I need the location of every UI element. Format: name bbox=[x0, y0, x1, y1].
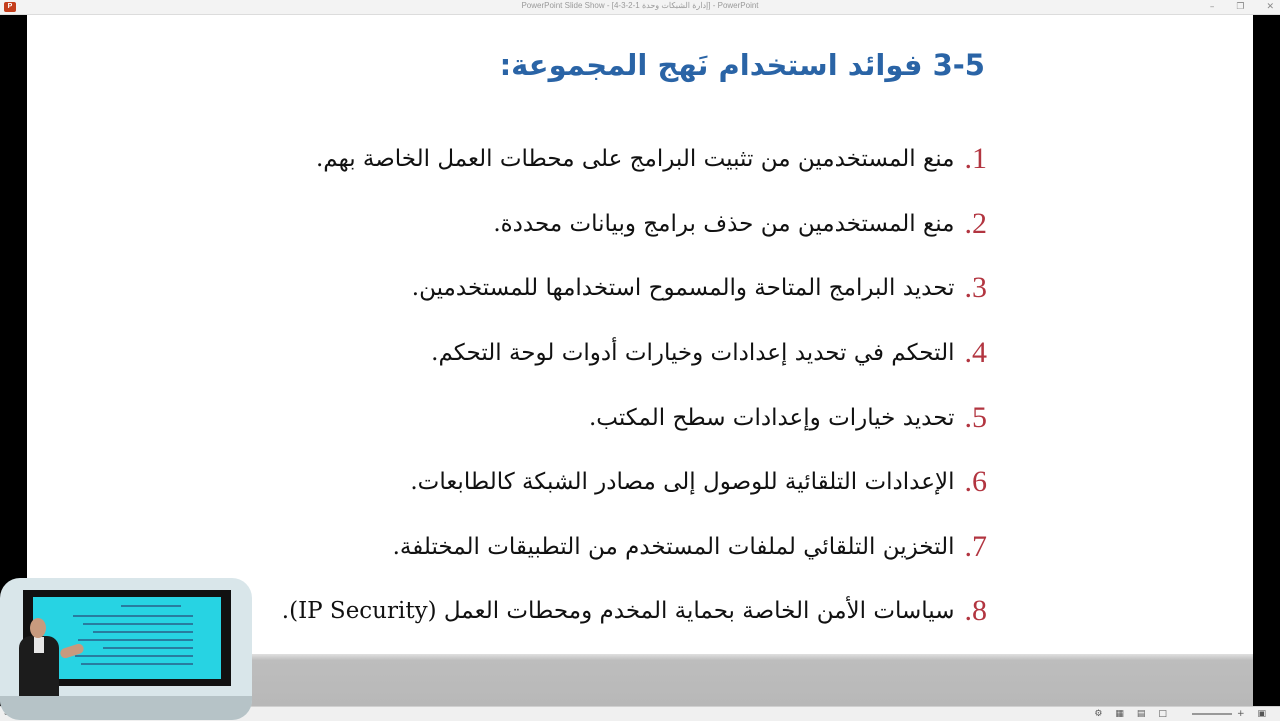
screen-text-line bbox=[75, 655, 193, 657]
item-number: 8. bbox=[964, 594, 987, 628]
slide-title: 3-5 فوائد استخدام نَهج المجموعة: bbox=[499, 48, 985, 82]
item-text: التحكم في تحديد إعدادات وخيارات أدوات لوحة التحكم. bbox=[431, 340, 955, 367]
item-text: سياسات الأمن الخاصة بحماية المخدم ومحطات العمل (IP Security). bbox=[281, 598, 955, 625]
item-number: 1. bbox=[964, 142, 987, 176]
list-item bbox=[87, 450, 987, 515]
minimize-icon[interactable]: – bbox=[1209, 2, 1215, 12]
item-text: منع المستخدمين من حذف برامج وبيانات محددة. bbox=[493, 210, 955, 237]
room-floor bbox=[0, 696, 252, 720]
item-number: 6. bbox=[964, 465, 987, 499]
fit-to-window-icon[interactable]: ▣ bbox=[1257, 709, 1266, 719]
list-item bbox=[87, 515, 987, 580]
window-controls bbox=[1210, 0, 1274, 14]
slide[interactable] bbox=[27, 15, 1253, 655]
presenter-head bbox=[30, 618, 46, 638]
item-text: منع المستخدمين من تثبيت البرامج على محطات العمل الخاصة بهم. bbox=[315, 146, 955, 173]
accessibility-icon[interactable]: ⚙ bbox=[1094, 709, 1103, 719]
item-number: 3. bbox=[964, 271, 987, 305]
list-item bbox=[87, 256, 987, 321]
powerpoint-icon[interactable]: P bbox=[4, 2, 16, 12]
screen-text-line bbox=[81, 663, 193, 665]
zoom-slider[interactable] bbox=[1192, 713, 1232, 715]
item-text: الإعدادات التلقائية للوصول إلى مصادر الشبكة كالطابعات. bbox=[410, 469, 955, 496]
close-icon[interactable]: ✕ bbox=[1266, 2, 1274, 12]
item-text: تحديد البرامج المتاحة والمسموح استخدامها للمستخدمين. bbox=[411, 275, 955, 302]
list-item bbox=[87, 385, 987, 450]
normal-view-icon[interactable]: ▦ bbox=[1115, 709, 1124, 719]
screen-text-line bbox=[73, 615, 193, 617]
title-bar bbox=[0, 0, 1280, 15]
presenter-webcam-overlay bbox=[0, 578, 252, 720]
item-number: 4. bbox=[964, 336, 987, 370]
screen-text-line bbox=[93, 631, 193, 633]
item-text: تحديد خيارات وإعدادات سطح المكتب. bbox=[588, 404, 955, 431]
benefits-list bbox=[87, 127, 987, 644]
reading-view-icon[interactable]: ▤ bbox=[1136, 709, 1146, 719]
item-number: 5. bbox=[964, 400, 987, 434]
item-number: 2. bbox=[964, 206, 987, 240]
item-number: 7. bbox=[964, 529, 987, 563]
list-item bbox=[87, 127, 987, 192]
presenter-shirt bbox=[34, 637, 44, 653]
zoom-in-icon[interactable]: + bbox=[1236, 709, 1245, 719]
slideshow-icon[interactable]: □ bbox=[1158, 709, 1167, 719]
item-text: التخزين التلقائي لملفات المستخدم من التطبيقات المختلفة. bbox=[392, 533, 955, 560]
list-item bbox=[87, 321, 987, 386]
status-icons bbox=[1094, 708, 1266, 720]
right-letterbox bbox=[1253, 15, 1280, 707]
restore-icon[interactable]: ❐ bbox=[1236, 2, 1245, 12]
projected-screen bbox=[33, 597, 221, 679]
list-item bbox=[87, 192, 987, 257]
screen-text-line bbox=[121, 605, 181, 607]
screen-text-line bbox=[83, 623, 193, 625]
screen-text-line bbox=[78, 639, 193, 641]
window-title: PowerPoint Slide Show - [4-3-2-1 إدارة الشبكات وحدة] - PowerPoint bbox=[521, 1, 759, 10]
screen-text-line bbox=[103, 647, 193, 649]
